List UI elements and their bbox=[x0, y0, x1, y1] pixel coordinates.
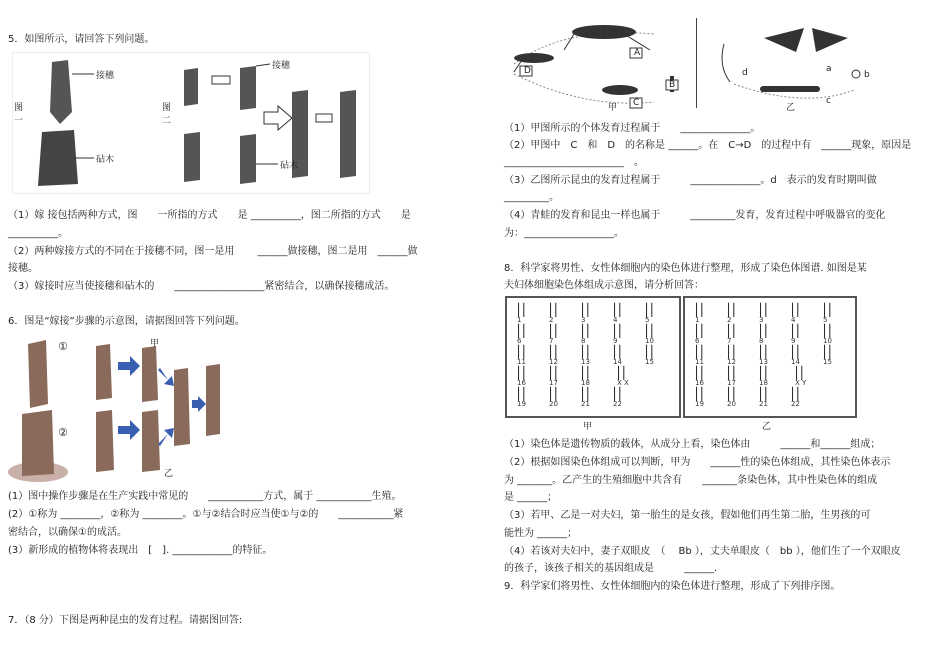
chromosome-glyph: ││ bbox=[615, 366, 626, 380]
q5-p1b: __________。 bbox=[8, 228, 68, 239]
chromosome-number: 2 bbox=[549, 316, 554, 324]
chromosome-glyph: ││ bbox=[821, 303, 832, 317]
q6-p3: (3）新形成的植物体将表现出 [ ]. ____________的特征。 bbox=[8, 545, 273, 556]
q6-p2a: (2）①称为 ________，②称为 ________。①与②结合时应当使①与②的 ___________紧 bbox=[8, 509, 404, 520]
chromosome-number: 3 bbox=[581, 316, 586, 324]
chromosome-glyph: ││ bbox=[757, 345, 768, 359]
chromosome-pair-left-22 bbox=[609, 388, 629, 410]
label-jia: 甲 bbox=[608, 103, 618, 113]
q5-fig2-label: 图二 bbox=[162, 103, 172, 126]
chromosome-pair-right-16 bbox=[691, 367, 711, 389]
q8-p3b: 能性为 ______； bbox=[504, 528, 578, 539]
chromosome-glyph: ││ bbox=[579, 366, 590, 380]
q5-grafting-illustration bbox=[12, 52, 370, 194]
chromosome-glyph: ││ bbox=[579, 303, 590, 317]
q8-p2c: 是 ______； bbox=[504, 492, 558, 503]
karyotype-left-grid bbox=[513, 304, 673, 412]
chromosome-number: 6 bbox=[695, 337, 700, 345]
label-D: D bbox=[524, 66, 531, 76]
chromosome-pair-left-5 bbox=[641, 304, 661, 326]
chromosome-number: 1 bbox=[695, 316, 700, 324]
chromosome-number: 9 bbox=[791, 337, 796, 345]
chromosome-number: 8 bbox=[759, 337, 764, 345]
q6-title: 6．图是“嫁接”步骤的示意图，请据图回答下列问题。 bbox=[8, 316, 245, 327]
label-C: C bbox=[633, 98, 640, 108]
chromosome-glyph: ││ bbox=[579, 387, 590, 401]
chromosome-glyph: ││ bbox=[579, 324, 590, 338]
chromosome-number: 21 bbox=[581, 400, 590, 408]
chromosome-number: 11 bbox=[517, 358, 526, 366]
chromosome-number: 20 bbox=[727, 400, 736, 408]
chromosome-glyph: ││ bbox=[579, 345, 590, 359]
chromosome-number: 7 bbox=[727, 337, 732, 345]
q7-p1: （1）甲图所示的个体发育过程属于 ______________。 bbox=[504, 123, 761, 134]
chromosome-glyph: ││ bbox=[789, 345, 800, 359]
q5-grafting-figure bbox=[12, 52, 370, 194]
chromosome-glyph: ││ bbox=[725, 345, 736, 359]
chromosome-glyph: ││ bbox=[789, 324, 800, 338]
chromosome-glyph: ││ bbox=[821, 345, 832, 359]
chromosome-pair-left-20 bbox=[545, 388, 565, 410]
chromosome-number: 4 bbox=[613, 316, 618, 324]
q6-label-b: 乙 bbox=[164, 469, 174, 479]
q6-p2b: 密结合，以确保①的成活。 bbox=[8, 527, 127, 538]
chromosome-glyph: ││ bbox=[821, 324, 832, 338]
q6-mark-2: ② bbox=[58, 426, 68, 439]
chromosome-pair-left-16 bbox=[513, 367, 533, 389]
chromosome-number: 16 bbox=[517, 379, 526, 387]
chromosome-glyph: ││ bbox=[725, 366, 736, 380]
chromosome-pair-left-10 bbox=[641, 325, 661, 347]
q8-p4a: （4）若该对夫妇中，妻子双眼皮 （ Bb ），丈夫单眼皮（ bb ），他们生了一个双眼皮 bbox=[504, 546, 901, 557]
chromosome-number: 22 bbox=[613, 400, 622, 408]
chromosome-glyph: ││ bbox=[547, 345, 558, 359]
chromosome-glyph: ││ bbox=[725, 303, 736, 317]
chromosome-pair-left-7 bbox=[545, 325, 565, 347]
q5-scion-label-2: 接穗 bbox=[272, 61, 291, 71]
q7-p2b: ________________________ 。 bbox=[504, 157, 644, 168]
karyotype-right-grid bbox=[691, 304, 849, 412]
chromosome-number: 17 bbox=[549, 379, 558, 387]
chromosome-glyph: ││ bbox=[515, 366, 526, 380]
chromosome-number: 9 bbox=[613, 337, 618, 345]
chromosome-pair-right-18 bbox=[755, 367, 775, 389]
chromosome-pair-left-11 bbox=[513, 346, 533, 368]
label-A: A bbox=[634, 48, 641, 58]
chromosome-number: 16 bbox=[695, 379, 704, 387]
karyotype-right bbox=[683, 296, 857, 418]
karyotype-left bbox=[505, 296, 681, 418]
label-B: B bbox=[669, 80, 676, 90]
chromosome-glyph: ││ bbox=[547, 366, 558, 380]
chromosome-pair-right-15 bbox=[819, 346, 839, 368]
q7-p3a: （3）乙图所示昆虫的发育过程属于 ______________。d 表示的发育时期叫做 bbox=[504, 175, 877, 186]
chromosome-pair-left-18 bbox=[577, 367, 597, 389]
label-a: a bbox=[826, 64, 832, 74]
chromosome-glyph: ││ bbox=[611, 345, 622, 359]
chromosome-glyph: ││ bbox=[789, 303, 800, 317]
insect-development-figure bbox=[504, 14, 884, 114]
chromosome-pair-right-20 bbox=[723, 388, 743, 410]
chromosome-number: 2 bbox=[727, 316, 732, 324]
chromosome-pair-right-11 bbox=[691, 346, 711, 368]
chromosome-number: 15 bbox=[823, 358, 832, 366]
q7-p2a: （2）甲图中 C 和 D 的名称是 ______。在 C→D 的过程中有 ______现象，原因是 bbox=[504, 140, 912, 151]
chromosome-number: 4 bbox=[791, 316, 796, 324]
chromosome-glyph: ││ bbox=[547, 387, 558, 401]
chromosome-pair-left-21 bbox=[577, 388, 597, 410]
chromosome-pair-left-4 bbox=[609, 304, 629, 326]
q6-p1: (1）图中操作步骤是在生产实践中常见的 ___________方式，属于 ___________生殖。 bbox=[8, 491, 402, 502]
chromosome-number: 5 bbox=[823, 316, 828, 324]
chromosome-glyph: ││ bbox=[693, 366, 704, 380]
chromosome-pair-right-10 bbox=[819, 325, 839, 347]
chromosome-pair-right-14 bbox=[787, 346, 807, 368]
label-b: b bbox=[864, 70, 870, 80]
q7-p3b: _________。 bbox=[504, 192, 559, 203]
q6-label-a: 甲 bbox=[150, 339, 160, 349]
chromosome-number: 15 bbox=[645, 358, 654, 366]
karyotype-caption-left: 甲 bbox=[583, 422, 593, 432]
chromosome-pair-right-17 bbox=[723, 367, 743, 389]
q5-fig1-label: 图一 bbox=[14, 103, 24, 126]
chromosome-glyph: ││ bbox=[643, 303, 654, 317]
chromosome-number: 10 bbox=[823, 337, 832, 345]
chromosome-number: 19 bbox=[695, 400, 704, 408]
q8-p2a: （2）根据如图染色体组成可以判断，甲为 ______性的染色体组成，其性染色体表示 bbox=[504, 457, 891, 468]
q6-grafting-steps-figure bbox=[8, 334, 224, 484]
q5-scion-label: 接穗 bbox=[96, 71, 115, 81]
chromosome-glyph: ││ bbox=[757, 303, 768, 317]
chromosome-glyph: ││ bbox=[793, 366, 804, 380]
sex-chromosome-label: X X bbox=[617, 379, 629, 387]
chromosome-pair-left-17 bbox=[545, 367, 565, 389]
chromosome-pair-right-3 bbox=[755, 304, 775, 326]
chromosome-glyph: ││ bbox=[757, 366, 768, 380]
chromosome-pair-right-21 bbox=[755, 388, 775, 410]
chromosome-number: 5 bbox=[645, 316, 650, 324]
q7-title: 7．（8 分）下图是两种昆虫的发育过程。请据图回答: bbox=[8, 615, 243, 626]
chromosome-glyph: ││ bbox=[757, 324, 768, 338]
q5-p2b: 接穗。 bbox=[8, 263, 38, 274]
q5-title: 5．如图所示，请回答下列问题。 bbox=[8, 34, 155, 45]
chromosome-number: 21 bbox=[759, 400, 768, 408]
chromosome-number: 8 bbox=[581, 337, 586, 345]
chromosome-glyph: ││ bbox=[515, 387, 526, 401]
chromosome-pair-left-6 bbox=[513, 325, 533, 347]
chromosome-glyph: ││ bbox=[643, 324, 654, 338]
q8-p3a: （3）若甲、乙是一对夫妇，第一胎生的是女孩，假如他们再生第二胎，生男孩的可 bbox=[504, 510, 871, 521]
chromosome-pair-left-19 bbox=[513, 388, 533, 410]
q8-intro-2: 夫妇体细胞染色体组成示意图，请分析回答： bbox=[504, 280, 704, 291]
chromosome-pair-left-13 bbox=[577, 346, 597, 368]
q7-p4a: （4）青蛙的发育和昆虫一样也属于 _________发育，发育过程中呼吸器官的变化 bbox=[504, 210, 886, 221]
chromosome-pair-right-13 bbox=[755, 346, 775, 368]
label-yi: 乙 bbox=[786, 103, 796, 113]
chromosome-pair-left-9 bbox=[609, 325, 629, 347]
chromosome-glyph: ││ bbox=[515, 324, 526, 338]
chromosome-number: 18 bbox=[759, 379, 768, 387]
chromosome-pair-right-7 bbox=[723, 325, 743, 347]
chromosome-number: 12 bbox=[727, 358, 736, 366]
chromosome-number: 18 bbox=[581, 379, 590, 387]
q5-p3: （3）嫁接时应当使接穗和砧木的 __________________紧密结合，以确保接穗成活。 bbox=[8, 281, 395, 292]
chromosome-number: 13 bbox=[581, 358, 590, 366]
q7-p4b: 为：__________________。 bbox=[504, 228, 624, 239]
chromosome-number: 13 bbox=[759, 358, 768, 366]
chromosome-pair-left-8 bbox=[577, 325, 597, 347]
chromosome-glyph: ││ bbox=[693, 387, 704, 401]
chromosome-pair-right-6 bbox=[691, 325, 711, 347]
chromosome-glyph: ││ bbox=[611, 387, 622, 401]
chromosome-pair-left-1 bbox=[513, 304, 533, 326]
chromosome-glyph: ││ bbox=[693, 324, 704, 338]
q8-intro-1: 8．科学家将男性、女性体细胞内的染色体进行整理，形成了染色体图谱. 如图是某 bbox=[504, 263, 867, 274]
chromosome-number: 19 bbox=[517, 400, 526, 408]
chromosome-number: 11 bbox=[695, 358, 704, 366]
chromosome-number: 22 bbox=[791, 400, 800, 408]
chromosome-glyph: ││ bbox=[643, 345, 654, 359]
figure-divider bbox=[696, 18, 697, 108]
chromosome-number: 17 bbox=[727, 379, 736, 387]
chromosome-number: 7 bbox=[549, 337, 554, 345]
q8-p1: （1）染色体是遗传物质的载体，从成分上看，染色体由 ______和______组成； bbox=[504, 439, 881, 450]
q5-stock-label-2: 砧木 bbox=[280, 161, 299, 171]
q6-grafting-illustration bbox=[8, 334, 224, 484]
chromosome-pair-left-3 bbox=[577, 304, 597, 326]
chromosome-glyph: ││ bbox=[789, 387, 800, 401]
karyotype-caption-right: 乙 bbox=[762, 422, 772, 432]
label-c: c bbox=[826, 96, 831, 106]
chromosome-number: 20 bbox=[549, 400, 558, 408]
chromosome-pair-right-12 bbox=[723, 346, 743, 368]
chromosome-number: 12 bbox=[549, 358, 558, 366]
chromosome-glyph: ││ bbox=[611, 303, 622, 317]
chromosome-glyph: ││ bbox=[693, 303, 704, 317]
chromosome-glyph: ││ bbox=[725, 387, 736, 401]
chromosome-number: 10 bbox=[645, 337, 654, 345]
chromosome-number: 6 bbox=[517, 337, 522, 345]
chromosome-pair-right-22 bbox=[787, 388, 807, 410]
chromosome-pair-right-4 bbox=[787, 304, 807, 326]
chromosome-glyph: ││ bbox=[757, 387, 768, 401]
chromosome-number: 3 bbox=[759, 316, 764, 324]
chromosome-glyph: ││ bbox=[725, 324, 736, 338]
chromosome-pair-right-9 bbox=[787, 325, 807, 347]
q9-title: 9．科学家们将男性、女性体细胞内的染色体进行整理，形成了下列排序图。 bbox=[504, 581, 841, 592]
chromosome-pair-left-14 bbox=[609, 346, 629, 368]
chromosome-glyph: ││ bbox=[547, 303, 558, 317]
q5-p1a: （1）嫁 接包括两种方式，图 一所指的方式 是 __________，图二所指的方式 是 bbox=[8, 210, 411, 221]
q8-p4b: 的孩子，该孩子相关的基因组成是 ______. bbox=[504, 563, 718, 574]
chromosome-glyph: ││ bbox=[547, 324, 558, 338]
sex-chromosome-pair-left bbox=[613, 367, 633, 389]
chromosome-pair-right-19 bbox=[691, 388, 711, 410]
chromosome-pair-left-12 bbox=[545, 346, 565, 368]
sex-chromosome-pair-right bbox=[791, 367, 811, 389]
sex-chromosome-label: X Y bbox=[795, 379, 807, 387]
chromosome-glyph: ││ bbox=[515, 303, 526, 317]
chromosome-pair-right-1 bbox=[691, 304, 711, 326]
chromosome-pair-left-15 bbox=[641, 346, 661, 368]
chromosome-glyph: ││ bbox=[515, 345, 526, 359]
q5-p2a: （2）两种嫁接方式的不同在于接穗不同，图一是用 ______做接穗，图二是用 ______做 bbox=[8, 246, 418, 257]
chromosome-number: 14 bbox=[613, 358, 622, 366]
chromosome-glyph: ││ bbox=[611, 324, 622, 338]
chromosome-pair-left-2 bbox=[545, 304, 565, 326]
q8-p2b: 为 _______。乙产生的生殖细胞中共含有 _______条染色体，其中性染色体的组成 bbox=[504, 475, 878, 486]
chromosome-glyph: ││ bbox=[693, 345, 704, 359]
q6-mark-1: ① bbox=[58, 340, 68, 353]
chromosome-number: 14 bbox=[791, 358, 800, 366]
chromosome-pair-right-5 bbox=[819, 304, 839, 326]
chromosome-number: 1 bbox=[517, 316, 522, 324]
chromosome-pair-right-8 bbox=[755, 325, 775, 347]
q5-stock-label: 砧木 bbox=[96, 155, 115, 165]
label-d: d bbox=[742, 68, 748, 78]
chromosome-pair-right-2 bbox=[723, 304, 743, 326]
